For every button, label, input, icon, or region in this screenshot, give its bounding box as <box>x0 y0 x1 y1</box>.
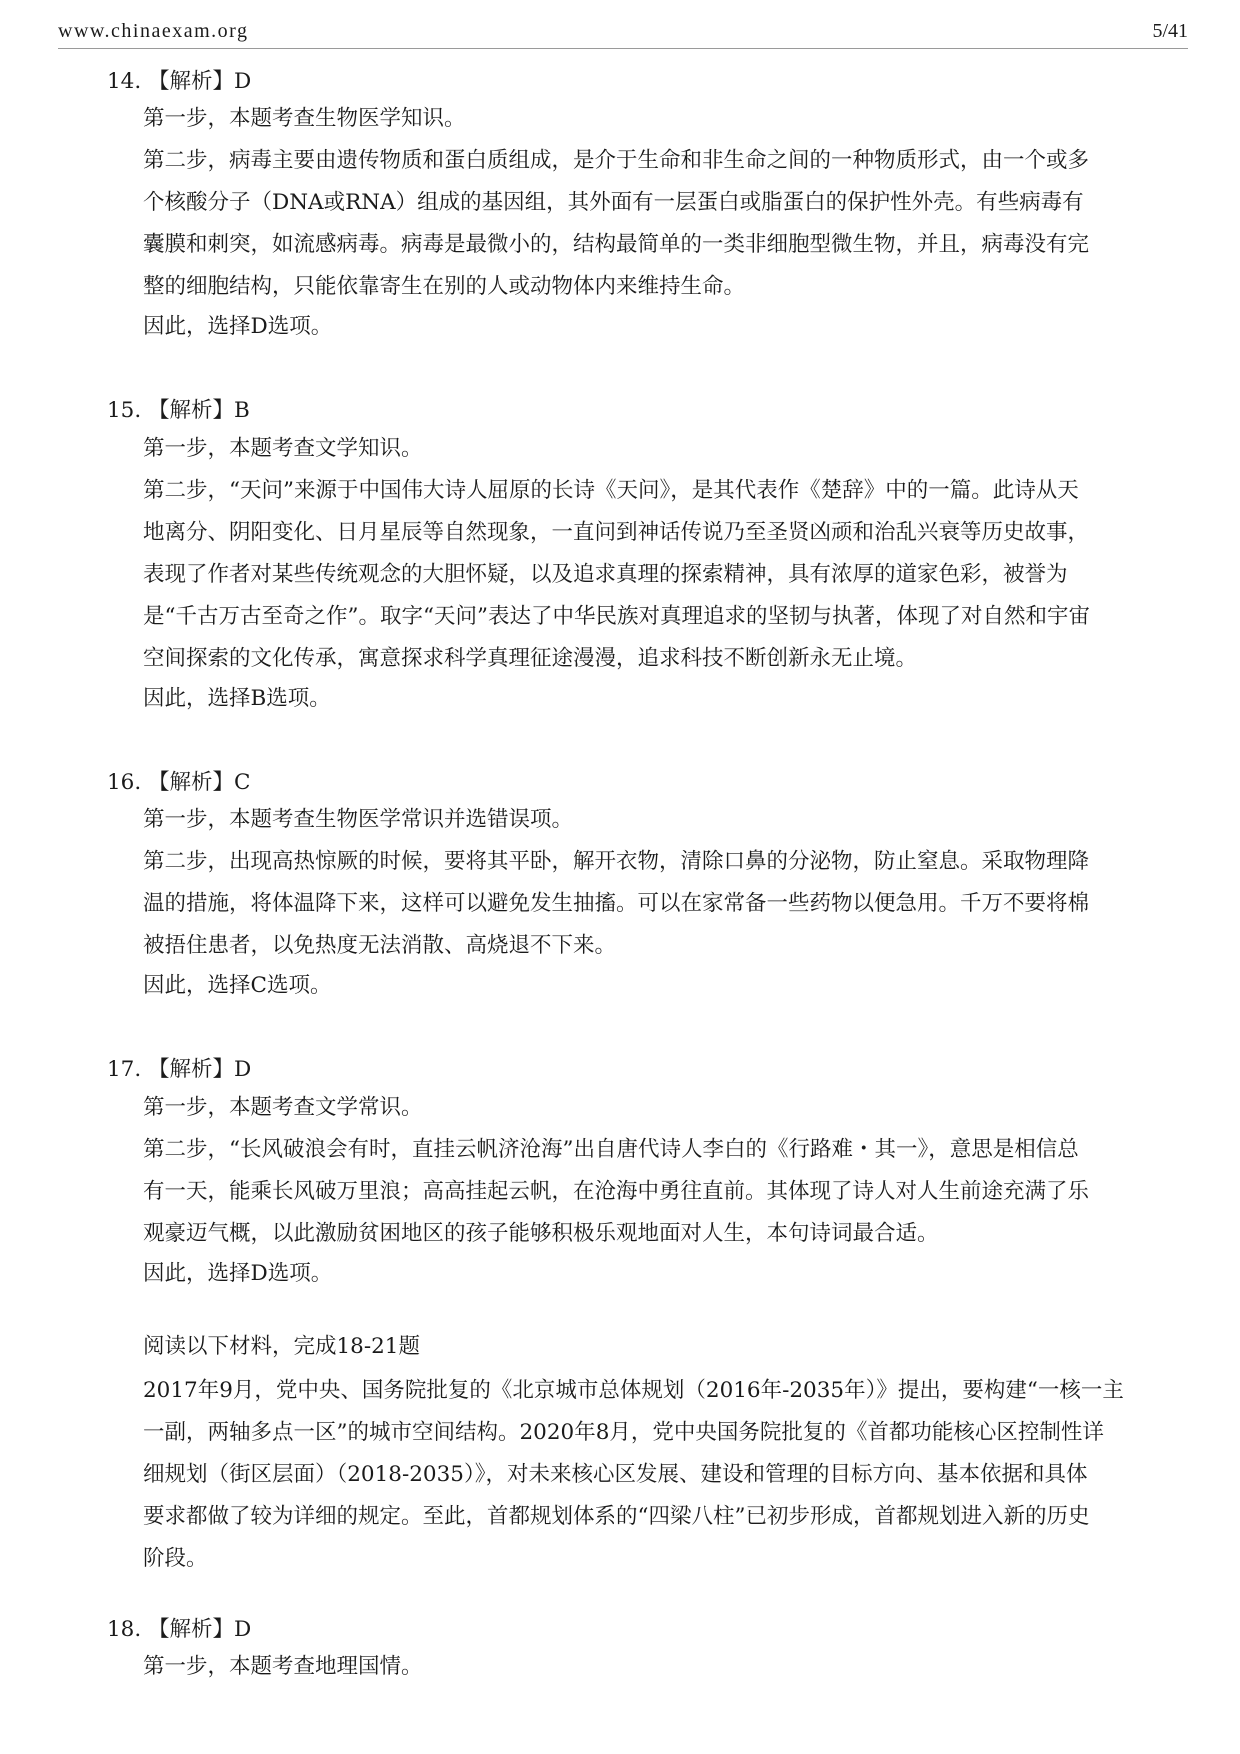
q14-line: 第一步，本题考查生物医学知识。 <box>143 106 466 131</box>
page-number: 5/41 <box>1152 20 1188 42</box>
q14-line: 第二步，病毒主要由遗传物质和蛋白质组成，是介于生命和非生命之间的一种物质形式，由一个或多 <box>143 148 1090 173</box>
q16-line: 被捂住患者，以免热度无法消散、高烧退不下来。 <box>143 933 617 958</box>
question-16-heading: 16. 【解析】C <box>107 770 251 795</box>
q15-line: 第一步，本题考查文学知识。 <box>143 436 423 461</box>
q18-line: 第一步，本题考查地理国情。 <box>143 1654 423 1679</box>
question-18-heading: 18. 【解析】D <box>107 1617 252 1642</box>
material-line: 要求都做了较为详细的规定。至此，首都规划体系的“四梁八柱”已初步形成，首都规划进入新的历史 <box>143 1504 1090 1529</box>
question-15-heading: 15. 【解析】B <box>107 398 250 423</box>
q16-line: 温的措施，将体温降下来，这样可以避免发生抽搐。可以在家常备一些药物以便急用。千万不要将棉 <box>143 891 1090 916</box>
q16-line: 第二步，出现高热惊厥的时候，要将其平卧，解开衣物，清除口鼻的分泌物，防止窒息。采取物理降 <box>143 849 1090 874</box>
page-header <box>58 18 1188 49</box>
q16-line: 第一步，本题考查生物医学常识并选错误项。 <box>143 807 574 832</box>
material-line: 细规划（街区层面）（2018-2035）》，对未来核心区发展、建设和管理的目标方向、基本依据和具体 <box>143 1462 1088 1487</box>
q17-line: 有一天，能乘长风破万里浪；高高挂起云帆，在沧海中勇往直前。其体现了诗人对人生前途充满了乐 <box>143 1179 1090 1204</box>
q15-line: 空间探索的文化传承，寓意探求科学真理征途漫漫，追求科技不断创新永无止境。 <box>143 646 918 671</box>
q17-line: 第二步，“长风破浪会有时，直挂云帆济沧海”出自唐代诗人李白的《行路难・其一》，意思是相信总 <box>143 1137 1079 1162</box>
material-line: 阶段。 <box>143 1546 208 1571</box>
site-url: www.chinaexam.org <box>58 20 249 42</box>
question-17-heading: 17. 【解析】D <box>107 1057 252 1082</box>
q15-line: 表现了作者对某些传统观念的大胆怀疑，以及追求真理的探索精神，具有浓厚的道家色彩，被誉为 <box>143 562 1068 587</box>
q17-answer: 因此，选择D选项。 <box>143 1261 333 1286</box>
material-prompt: 阅读以下材料，完成18-21题 <box>143 1334 420 1359</box>
q17-line: 第一步，本题考查文学常识。 <box>143 1095 423 1120</box>
material-line: 2017年9月，党中央、国务院批复的《北京城市总体规划（2016年-2035年）》提出，要构建“一核一主 <box>143 1378 1124 1403</box>
q16-answer: 因此，选择C选项。 <box>143 973 332 998</box>
q15-line: 是“千古万古至奇之作”。取字“天问”表达了中华民族对真理追求的坚韧与执著，体现了对自然和宇宙 <box>143 604 1090 629</box>
q14-line: 整的细胞结构，只能依靠寄生在别的人或动物体内来维持生命。 <box>143 274 746 299</box>
material-line: 一副，两轴多点一区”的城市空间结构。2020年8月，党中央国务院批复的《首都功能核心区控制性详 <box>143 1420 1104 1445</box>
q14-line: 个核酸分子（DNA或RNA）组成的基因组，其外面有一层蛋白或脂蛋白的保护性外壳。有些病毒有 <box>143 190 1084 215</box>
q15-line: 第二步，“天问”来源于中国伟大诗人屈原的长诗《天问》，是其代表作《楚辞》中的一篇。此诗从天 <box>143 478 1079 503</box>
q14-line: 囊膜和刺突，如流感病毒。病毒是最微小的，结构最简单的一类非细胞型微生物，并且，病毒没有完 <box>143 232 1090 257</box>
q14-answer: 因此，选择D选项。 <box>143 314 333 339</box>
q15-line: 地离分、阴阳变化、日月星辰等自然现象，一直问到神话传说乃至圣贤凶顽和治乱兴衰等历史故事， <box>143 520 1090 545</box>
q15-answer: 因此，选择B选项。 <box>143 686 331 711</box>
question-14-heading: 14. 【解析】D <box>107 69 252 94</box>
q17-line: 观豪迈气概，以此激励贫困地区的孩子能够积极乐观地面对人生，本句诗词最合适。 <box>143 1221 939 1246</box>
